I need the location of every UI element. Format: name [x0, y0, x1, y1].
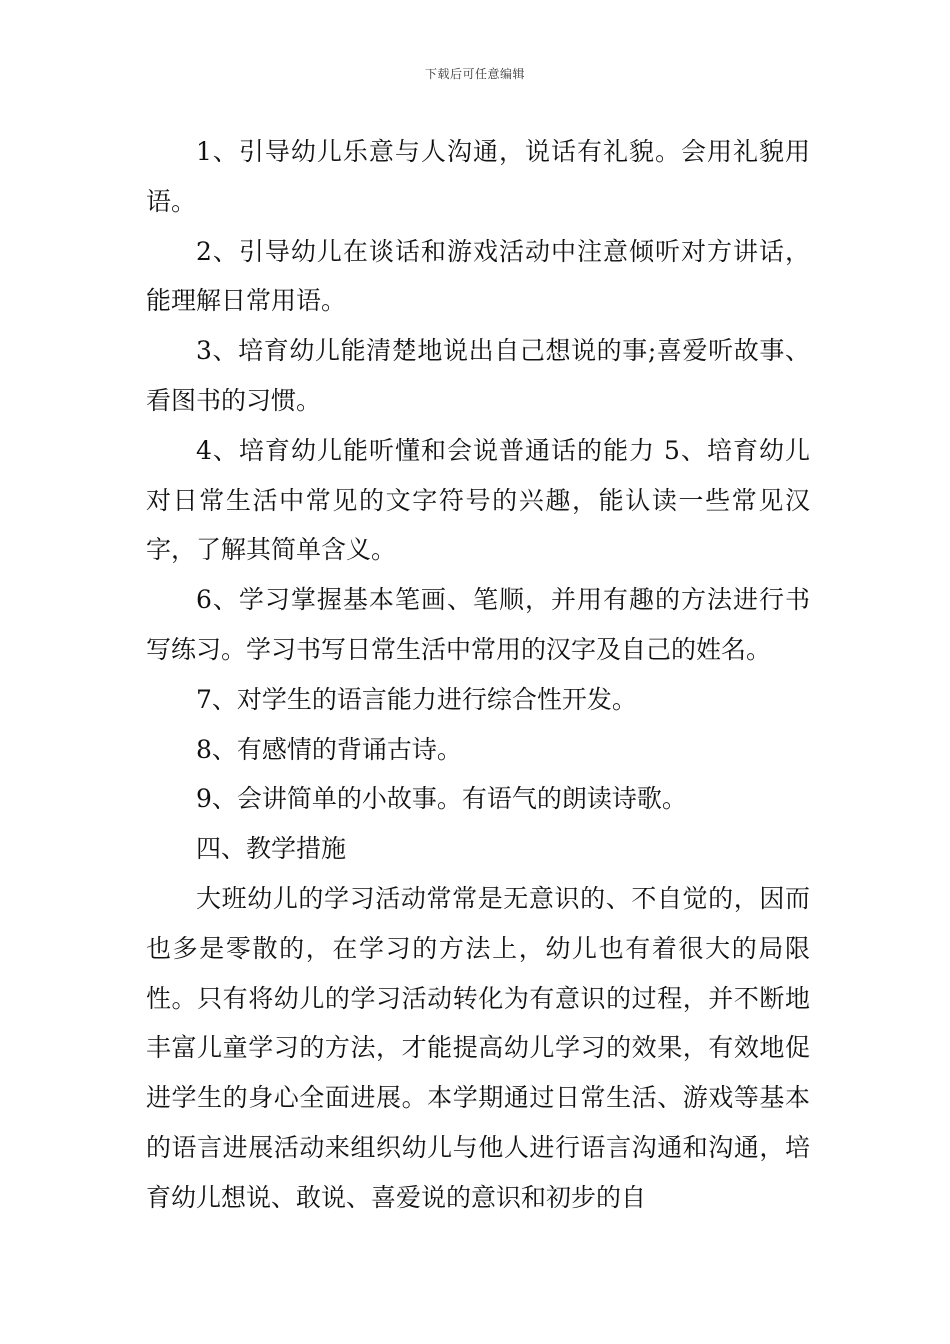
list-item-7: 7、对学生的语言能力进行综合性开发。 [196, 684, 637, 714]
body-paragraph: 大班幼儿的学习活动常常是无意识的、不自觉的，因而也多是零散的，在学习的方法上，幼儿也有着很大的局限性。只有将幼儿的学习活动转化为有意识的过程，并不断地丰富儿童学习的方法，才能提高幼儿学习的效果，有效地促进学生的身心全面进展。本学期通过日常生活、游戏等基本的语言进展活动来组织幼儿与他人进行语言沟通和沟通，培育幼儿想说、敢说、喜爱说的意识和初步的自 [146, 883, 810, 1212]
list-item-3: 3、培育幼儿能清楚地说出自己想说的事;喜爱听故事、看图书的习惯。 [146, 336, 810, 415]
list-item-2: 2、引导幼儿在谈话和游戏活动中注意倾听对方讲话，能理解日常用语。 [146, 236, 810, 316]
section-heading: 四、教学措施 [196, 834, 347, 864]
list-item-9: 9、会讲简单的小故事。有语气的朗读诗歌。 [196, 784, 687, 814]
list-item-1: 1、引导幼儿乐意与人沟通，说话有礼貌。会用礼貌用语。 [146, 137, 810, 216]
document-body [146, 127, 810, 1223]
list-item-8: 8、有感情的背诵古诗。 [196, 734, 462, 764]
list-item-4-5: 4、培育幼儿能听懂和会说普通话的能力 5、培育幼儿对日常生活中常见的文字符号的兴趣，能认读一些常见汉字，了解其简单含义。 [146, 435, 810, 565]
page-header: 下载后可任意编辑 [424, 67, 525, 81]
list-item-6: 6、学习掌握基本笔画、笔顺，并用有趣的方法进行书写练习。学习书写日常生活中常用的汉字及自己的姓名。 [146, 585, 810, 664]
